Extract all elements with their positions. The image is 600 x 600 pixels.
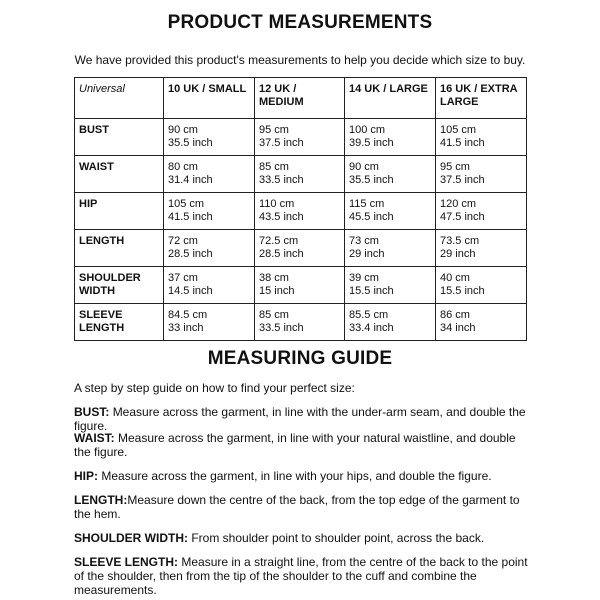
- guide-item: [74, 493, 534, 521]
- page-title: PRODUCT MEASUREMENTS: [167, 12, 433, 33]
- table-row: [75, 230, 527, 267]
- guide-intro: A step by step guide on how to find your perfect size:: [74, 381, 355, 395]
- inch-value: 35.5 inch: [168, 137, 213, 149]
- cm-value: 80 cm: [168, 161, 198, 173]
- measurement-cell: [164, 193, 255, 230]
- guide-item: [74, 469, 534, 483]
- cm-value: 72.5 cm: [259, 235, 299, 247]
- guide-term-separator: :: [110, 431, 119, 445]
- inch-value: 15.5 inch: [349, 285, 394, 297]
- cm-value: 90 cm: [168, 124, 198, 136]
- inch-value: 15.5 inch: [440, 285, 485, 297]
- cm-value: 100 cm: [349, 124, 386, 136]
- measurement-cell: [436, 193, 527, 230]
- inch-value: 39.5 inch: [349, 137, 394, 149]
- measurement-cell: [436, 119, 527, 156]
- guide-text: Measure in a straight line, from the centre of the back to the point of the shoulder, then from the tip of the shoulder to the cuff and combine the measurements.: [74, 555, 528, 597]
- cm-value: 120 cm: [440, 198, 477, 210]
- guide-term: LENGTH: [74, 493, 124, 507]
- table-row: [75, 193, 527, 230]
- inch-value: 31.4 inch: [168, 174, 213, 186]
- inch-value: 37.5 inch: [440, 174, 485, 186]
- measurement-cell: [436, 304, 527, 341]
- inch-value: 33 inch: [168, 322, 204, 334]
- cm-value: 90 cm: [349, 161, 379, 173]
- inch-value: 28.5 inch: [259, 248, 304, 260]
- guide-text: Measure across the garment, in line with your hips, and double the figure.: [101, 469, 492, 483]
- cm-value: 40 cm: [440, 272, 470, 284]
- table-row: [75, 304, 527, 341]
- table-row: [75, 119, 527, 156]
- inch-value: 29 inch: [440, 248, 476, 260]
- inch-value: 33.5 inch: [259, 174, 304, 186]
- column-header: 10 UK / SMALL: [164, 78, 255, 119]
- cm-value: 110 cm: [259, 198, 295, 210]
- guide-term: HIP: [74, 469, 95, 483]
- inch-value: 14.5 inch: [168, 285, 213, 297]
- cm-value: 86 cm: [440, 309, 470, 321]
- measurement-cell: [164, 119, 255, 156]
- guide-text: Measure across the garment, in line with your natural waistline, and double the figure.: [74, 431, 516, 459]
- guide-term-separator: :: [123, 493, 128, 507]
- cm-value: 38 cm: [259, 272, 289, 284]
- column-header: 14 UK / LARGE: [345, 78, 436, 119]
- measurement-cell: [345, 267, 436, 304]
- row-label: HIP: [75, 193, 164, 230]
- measurement-cell: [345, 156, 436, 193]
- guide-term-separator: :: [105, 405, 113, 419]
- row-label: SLEEVE LENGTH: [75, 304, 164, 341]
- cm-value: 105 cm: [168, 198, 205, 210]
- measurement-cell: [255, 156, 345, 193]
- cm-value: 115 cm: [349, 198, 385, 210]
- measurement-cell: [436, 267, 527, 304]
- inch-value: 35.5 inch: [349, 174, 394, 186]
- inch-value: 47.5 inch: [440, 211, 485, 223]
- inch-value: 45.5 inch: [349, 211, 394, 223]
- measurement-cell: [164, 304, 255, 341]
- size-table: [74, 77, 527, 341]
- cm-value: 73.5 cm: [440, 235, 480, 247]
- cm-value: 85 cm: [259, 161, 289, 173]
- intro-text: We have provided this product's measurements to help you decide which size to buy.: [74, 53, 526, 67]
- measurement-cell: [164, 156, 255, 193]
- row-label: WAIST: [75, 156, 164, 193]
- guide-term-separator: :: [94, 469, 102, 483]
- column-header: 12 UK / MEDIUM: [255, 78, 345, 119]
- measurement-cell: [164, 267, 255, 304]
- cm-value: 105 cm: [440, 124, 477, 136]
- row-label: BUST: [75, 119, 164, 156]
- measurement-cell: [255, 119, 345, 156]
- cm-value: 39 cm: [349, 272, 379, 284]
- table-header-row: [75, 78, 527, 119]
- table-row: [75, 156, 527, 193]
- guide-title: MEASURING GUIDE: [207, 348, 393, 369]
- measurement-cell: [436, 156, 527, 193]
- cm-value: 37 cm: [168, 272, 198, 284]
- cm-value: 85.5 cm: [349, 309, 389, 321]
- measurement-cell: [345, 119, 436, 156]
- guide-item: [74, 531, 534, 545]
- row-label: SHOULDER WIDTH: [75, 267, 164, 304]
- measurement-cell: [164, 230, 255, 267]
- cm-value: 95 cm: [440, 161, 470, 173]
- guide-item: [74, 431, 534, 459]
- table-corner-label: Universal: [75, 78, 164, 119]
- measurement-cell: [255, 193, 345, 230]
- measurement-cell: [345, 193, 436, 230]
- guide-text: Measure down the centre of the back, from the top edge of the garment to the hem.: [74, 493, 520, 521]
- guide-term: WAIST: [74, 431, 111, 445]
- cm-value: 72 cm: [168, 235, 198, 247]
- guide-term: SLEEVE LENGTH: [74, 555, 175, 569]
- measurement-cell: [436, 230, 527, 267]
- measurement-cell: [345, 304, 436, 341]
- cm-value: 73 cm: [349, 235, 379, 247]
- measurement-cell: [345, 230, 436, 267]
- guide-term-separator: :: [184, 531, 192, 545]
- inch-value: 41.5 inch: [440, 137, 485, 149]
- inch-value: 41.5 inch: [168, 211, 213, 223]
- guide-term: BUST: [74, 405, 106, 419]
- measurement-cell: [255, 267, 345, 304]
- measurement-cell: [255, 304, 345, 341]
- inch-value: 33.5 inch: [259, 322, 304, 334]
- guide-term-separator: :: [174, 555, 182, 569]
- table-row: [75, 267, 527, 304]
- cm-value: 95 cm: [259, 124, 289, 136]
- inch-value: 29 inch: [349, 248, 385, 260]
- inch-value: 15 inch: [259, 285, 295, 297]
- guide-term: SHOULDER WIDTH: [74, 531, 184, 545]
- inch-value: 34 inch: [440, 322, 476, 334]
- inch-value: 28.5 inch: [168, 248, 213, 260]
- cm-value: 84.5 cm: [168, 309, 208, 321]
- inch-value: 33.4 inch: [349, 322, 394, 334]
- measurement-cell: [255, 230, 345, 267]
- guide-text: Measure across the garment, in line with the under-arm seam, and double the figure.: [74, 405, 526, 433]
- guide-item: [74, 405, 534, 433]
- row-label: LENGTH: [75, 230, 164, 267]
- column-header: 16 UK / EXTRA LARGE: [436, 78, 527, 119]
- inch-value: 37.5 inch: [259, 137, 304, 149]
- cm-value: 85 cm: [259, 309, 289, 321]
- guide-text: From shoulder point to shoulder point, across the back.: [191, 531, 485, 545]
- guide-item: [74, 555, 534, 597]
- inch-value: 43.5 inch: [259, 211, 304, 223]
